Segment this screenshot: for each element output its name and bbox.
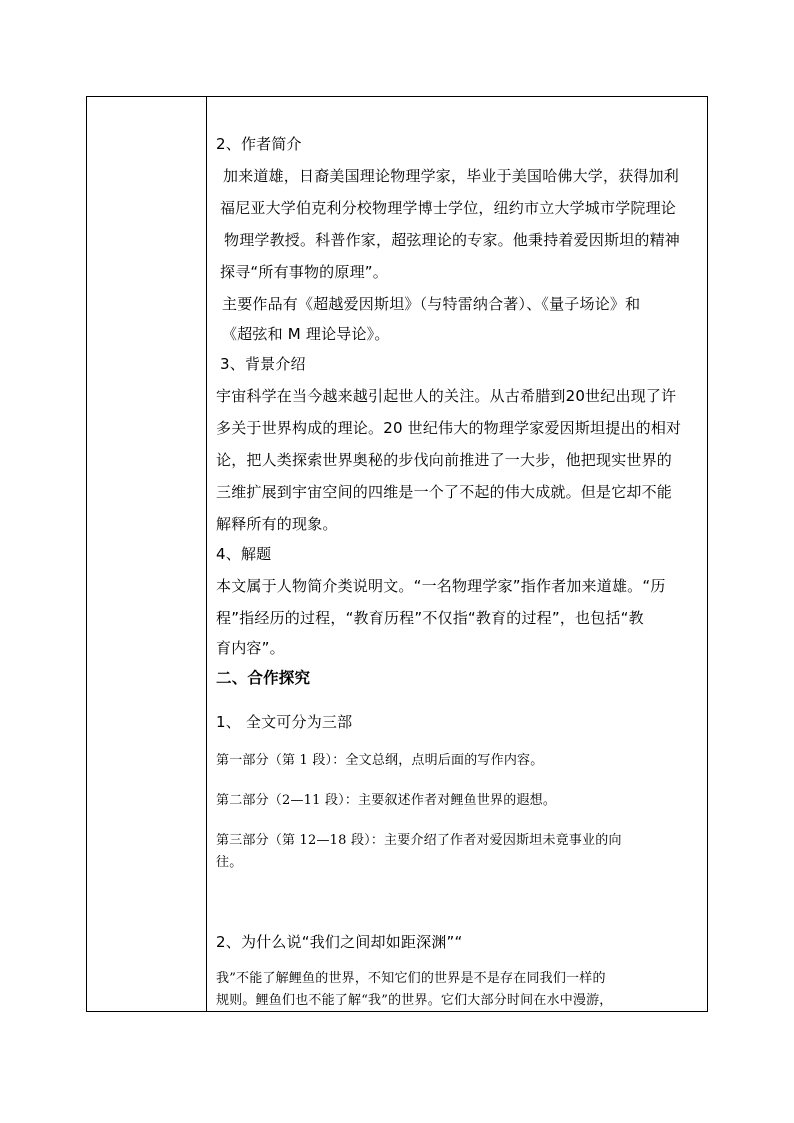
title-heading: 4、解题 [216, 545, 272, 563]
left-empty-cell [87, 97, 207, 1011]
content-cell [206, 96, 708, 1012]
author-line-4: 探寻“所有事物的原理”。 [220, 263, 388, 281]
part-2: 第二部分（2—11 段）：主要叙述作者对鲤鱼世界的遐想。 [216, 793, 557, 808]
background-heading: 3、背景介绍 [220, 355, 306, 373]
title-line-2: 程”指经历的过程，“教育历程”不仅指“教育的过程”，也包括“教 [216, 609, 644, 627]
part-1: 第一部分（第 1 段）：全文总纲，点明后面的写作内容。 [216, 753, 544, 768]
works-line-1: 主要作品有《超越爱因斯坦》（与特雷纳合著）、《量子场论》和 [222, 295, 641, 313]
author-line-3: 物理学教授。科普作家，超弦理论的专家。他秉持着爱因斯坦的精神 [224, 231, 681, 249]
author-heading: 2、作者简介 [216, 135, 302, 153]
background-line-1: 宇宙科学在当今越来越引起世人的关注。从古希腊到20世纪出现了许 [216, 387, 677, 405]
answer-line-1: 我”不能了解鲤鱼的世界，不知它们的世界是不是存在同我们一样的 [216, 971, 606, 986]
question-heading: 2、为什么说“我们之间却如距深渊”“ [216, 933, 463, 951]
title-line-1: 本文属于人物简介类说明文。“一名物理学家”指作者加来道雄。“历 [216, 577, 666, 595]
part-3-line-1: 第三部分（第 12—18 段）：主要介绍了作者对爱因斯坦未竟事业的向 [216, 833, 622, 848]
works-line-2: 《超弦和 M 理论导论》。 [222, 325, 390, 343]
author-line-1: 加来道雄，日裔美国理论物理学家，毕业于美国哈佛大学，获得加利 [223, 167, 680, 185]
author-line-2: 福尼亚大学伯克利分校物理学博士学位，纽约市立大学城市学院理论 [220, 199, 677, 217]
answer-line-2: 规则。鲤鱼们也不能了解“我”的世界。它们大部分时间在水中漫游， [216, 993, 613, 1008]
part-heading: 1、 全文可分为三部 [216, 713, 353, 731]
background-line-3: 论，把人类探索世界奥秘的步伐向前推进了一大步，他把现实世界的 [216, 451, 673, 469]
coop-heading: 二、合作探究 [216, 669, 311, 687]
background-line-2: 多关于世界构成的理论。20 世纪伟大的物理学家爱因斯坦提出的相对 [216, 419, 682, 437]
title-line-3: 育内容”。 [216, 639, 285, 657]
background-line-5: 解释所有的现象。 [216, 515, 338, 533]
background-line-4: 三维扩展到宇宙空间的四维是一个了不起的伟大成就。但是它却不能 [216, 483, 673, 501]
part-3-line-2: 往。 [216, 855, 243, 870]
